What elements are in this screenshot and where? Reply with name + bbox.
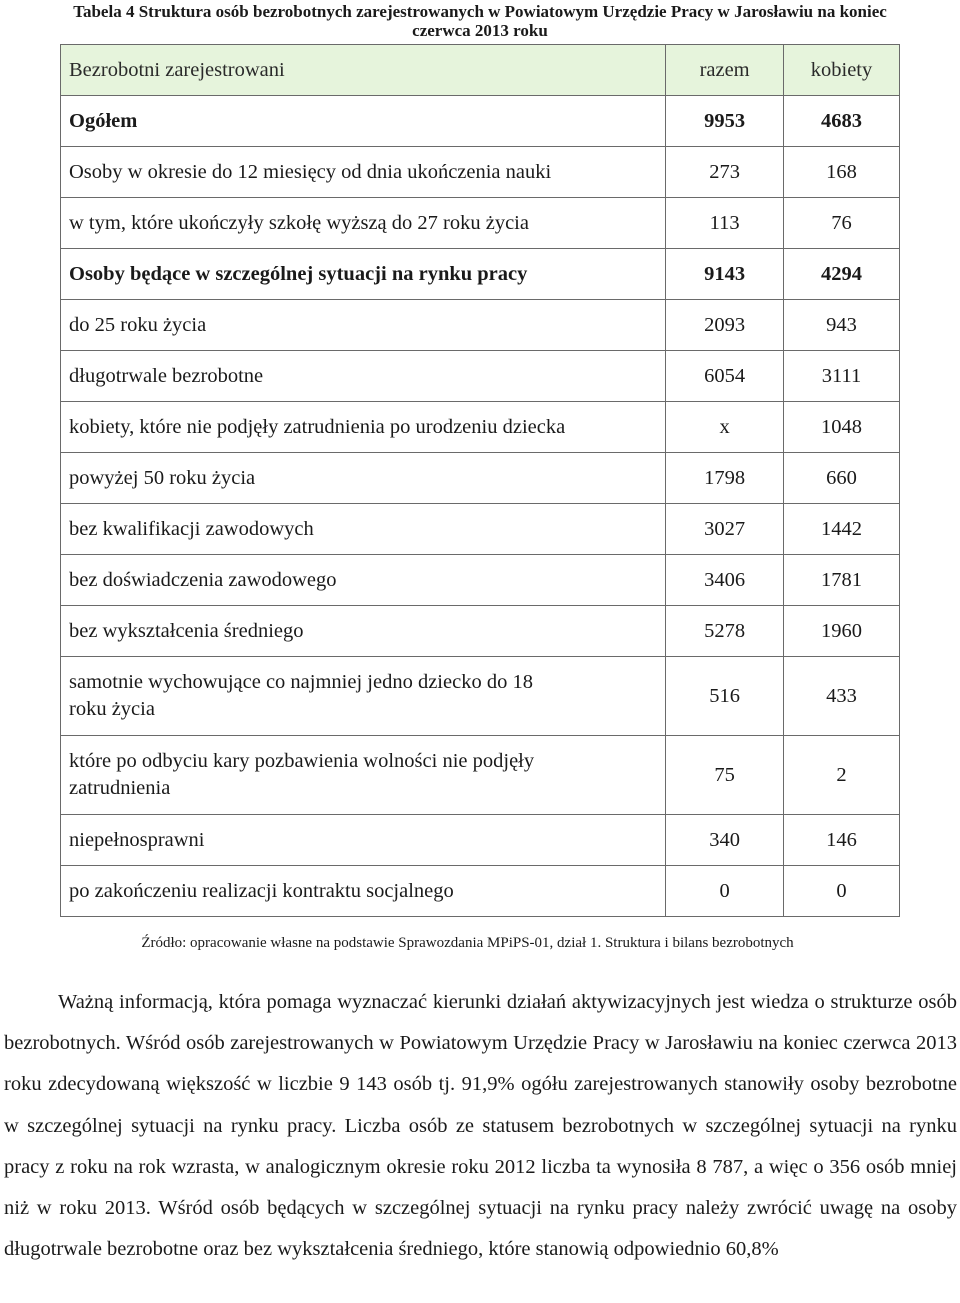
row-razem: 0 <box>666 866 784 917</box>
row-kobiety: 1960 <box>784 606 900 657</box>
row-kobiety: 4683 <box>784 96 900 147</box>
row-label <box>61 736 666 815</box>
table-row <box>61 249 900 300</box>
row-razem: 2093 <box>666 300 784 351</box>
table-row <box>61 657 900 736</box>
row-razem: 340 <box>666 815 784 866</box>
table-row <box>61 96 900 147</box>
header-label: Bezrobotni zarejestrowani <box>61 45 666 96</box>
row-kobiety: 1781 <box>784 555 900 606</box>
row-label: w tym, które ukończyły szkołę wyższą do 27 roku życia <box>61 198 666 249</box>
table-row <box>61 866 900 917</box>
row-label-line-2: zatrudnienia <box>69 777 171 799</box>
row-label: kobiety, które nie podjęły zatrudnienia po urodzeniu dziecka <box>61 402 666 453</box>
row-label <box>61 657 666 736</box>
row-razem: 1798 <box>666 453 784 504</box>
table-row <box>61 815 900 866</box>
row-razem: 3406 <box>666 555 784 606</box>
row-label-line-1: które po odbyciu kary pozbawienia wolności nie podjęły <box>69 750 535 772</box>
source-note: Źródło: opracowanie własne na podstawie Sprawozdania MPiPS-01, dział 1. Struktura i bilans bezrobotnych <box>141 935 794 951</box>
unemployment-structure-table <box>60 44 900 917</box>
table-row <box>61 736 900 815</box>
paragraph-text: Ważną informacją, która pomaga wyznaczać kierunki działań aktywizacyjnych jest wiedza o strukturze osób bezrobotnych. Wśród osób zarejestrowanych w Powiatowym Urzędzie Pracy w Jarosławiu na koniec czerwca 2013 roku zdecydowaną większość w liczbie 9 143 osób tj. 91,9% ogółu zarejestrowanych stanowiły osoby bezrobotne w szczególnej sytuacji na rynku pracy. Liczba osób ze statusem bezrobotnych w szczególnej sytuacji na rynku pracy z roku na rok wzrasta, w analogicznym okresie roku 2012 liczba ta wynosiła 8 787, a więc o 356 osób mniej niż w roku 2013. Wśród osób będących w szczególnej sytuacji na rynku pracy należy zwrócić uwagę na osoby długotrwale bezrobotne oraz bez wykształcenia średniego, które stanowią odpowiednio 60,8% <box>4 991 957 1261</box>
row-kobiety: 0 <box>784 866 900 917</box>
row-kobiety: 2 <box>784 736 900 815</box>
row-razem: x <box>666 402 784 453</box>
row-razem: 516 <box>666 657 784 736</box>
header-razem: razem <box>666 45 784 96</box>
row-razem: 6054 <box>666 351 784 402</box>
table-row <box>61 147 900 198</box>
row-label: bez doświadczenia zawodowego <box>61 555 666 606</box>
row-razem: 113 <box>666 198 784 249</box>
row-razem: 3027 <box>666 504 784 555</box>
table-header-row <box>61 45 900 96</box>
row-label: do 25 roku życia <box>61 300 666 351</box>
row-kobiety: 4294 <box>784 249 900 300</box>
row-kobiety: 76 <box>784 198 900 249</box>
row-label: Osoby w okresie do 12 miesięcy od dnia ukończenia nauki <box>61 147 666 198</box>
table-row <box>61 198 900 249</box>
row-label: długotrwale bezrobotne <box>61 351 666 402</box>
table-row <box>61 606 900 657</box>
row-kobiety: 1442 <box>784 504 900 555</box>
table-row <box>61 555 900 606</box>
table-row <box>61 402 900 453</box>
row-label: Ogółem <box>61 96 666 147</box>
row-label: po zakończeniu realizacji kontraktu socjalnego <box>61 866 666 917</box>
row-kobiety: 146 <box>784 815 900 866</box>
table-row <box>61 351 900 402</box>
body-paragraph <box>4 982 957 1270</box>
table-caption <box>0 2 960 40</box>
row-kobiety: 1048 <box>784 402 900 453</box>
header-kobiety: kobiety <box>784 45 900 96</box>
row-kobiety: 433 <box>784 657 900 736</box>
row-label: powyżej 50 roku życia <box>61 453 666 504</box>
row-label: bez wykształcenia średniego <box>61 606 666 657</box>
row-label: Osoby będące w szczególnej sytuacji na rynku pracy <box>61 249 666 300</box>
table-row <box>61 300 900 351</box>
row-razem: 9953 <box>666 96 784 147</box>
row-razem: 9143 <box>666 249 784 300</box>
row-label-line-2: roku życia <box>69 698 155 720</box>
row-razem: 75 <box>666 736 784 815</box>
caption-line-1: Tabela 4 Struktura osób bezrobotnych zarejestrowanych w Powiatowym Urzędzie Pracy w Jarosławiu na koniec <box>73 2 887 21</box>
row-razem: 273 <box>666 147 784 198</box>
row-razem: 5278 <box>666 606 784 657</box>
row-kobiety: 3111 <box>784 351 900 402</box>
row-label-line-1: samotnie wychowujące co najmniej jedno dziecko do 18 <box>69 671 533 693</box>
caption-line-2: czerwca 2013 roku <box>412 21 548 40</box>
table-row <box>61 504 900 555</box>
row-label: niepełnosprawni <box>61 815 666 866</box>
row-kobiety: 943 <box>784 300 900 351</box>
row-label: bez kwalifikacji zawodowych <box>61 504 666 555</box>
row-kobiety: 168 <box>784 147 900 198</box>
row-kobiety: 660 <box>784 453 900 504</box>
table-row <box>61 453 900 504</box>
